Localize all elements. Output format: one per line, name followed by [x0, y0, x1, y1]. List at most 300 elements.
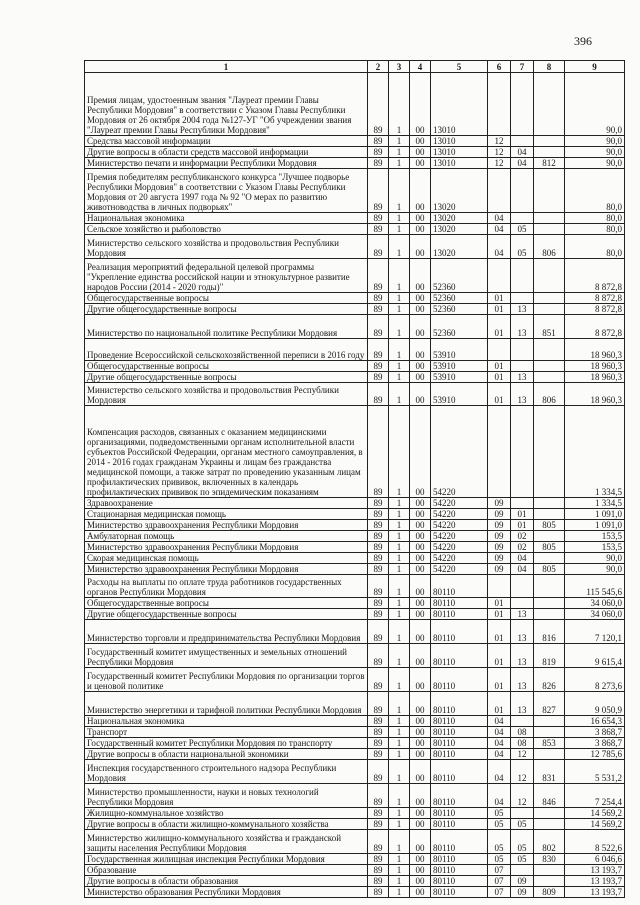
table-row — [85, 372, 625, 383]
col4-cell: 00 — [410, 865, 431, 876]
table-row — [85, 854, 625, 865]
col6-cell: 01 — [488, 598, 511, 609]
col2-cell: 89 — [368, 147, 389, 158]
col4-cell: 00 — [410, 498, 431, 509]
col3-cell: 1 — [389, 509, 410, 520]
col5-cell: 54220 — [431, 531, 488, 542]
col8-cell — [534, 73, 565, 136]
col7-cell: 13 — [511, 372, 534, 383]
col8-cell — [534, 293, 565, 304]
col5-cell: 52360 — [431, 293, 488, 304]
col3-cell: 1 — [389, 749, 410, 760]
col4-cell: 00 — [410, 361, 431, 372]
col5-cell: 54220 — [431, 564, 488, 575]
table-row — [85, 784, 625, 808]
col4-cell: 00 — [410, 169, 431, 213]
col2-cell: 89 — [368, 738, 389, 749]
row-name-cell: Министерство энергетики и тарифной политики Республики Мордовия — [85, 692, 368, 716]
col8-cell — [534, 598, 565, 609]
table-row — [85, 598, 625, 609]
col7-cell: 09 — [511, 887, 534, 898]
col3-cell: 1 — [389, 361, 410, 372]
table-row — [85, 361, 625, 372]
column-header: 5 — [431, 61, 488, 73]
col6-cell: 04 — [488, 235, 511, 259]
col2-cell: 89 — [368, 598, 389, 609]
amount-cell: 7 120,1 — [565, 620, 625, 644]
col6-cell: 07 — [488, 865, 511, 876]
col8-cell: 805 — [534, 564, 565, 575]
col2-cell: 89 — [368, 235, 389, 259]
col5-cell: 52360 — [431, 259, 488, 293]
col6-cell: 12 — [488, 136, 511, 147]
col4-cell: 00 — [410, 784, 431, 808]
col8-cell — [534, 876, 565, 887]
col8-cell: 816 — [534, 620, 565, 644]
col6-cell: 04 — [488, 224, 511, 235]
col4-cell: 00 — [410, 339, 431, 361]
column-header: 2 — [368, 61, 389, 73]
col8-cell: 806 — [534, 383, 565, 406]
row-name-cell: Государственный комитет имущественных и земельных отношений Республики Мордовия — [85, 644, 368, 668]
col3-cell: 1 — [389, 304, 410, 315]
table-row — [85, 531, 625, 542]
amount-cell: 3 868,7 — [565, 738, 625, 749]
col8-cell — [534, 372, 565, 383]
col2-cell: 89 — [368, 293, 389, 304]
col8-cell — [534, 136, 565, 147]
amount-cell: 115 545,6 — [565, 575, 625, 598]
col4-cell: 00 — [410, 876, 431, 887]
col3-cell: 1 — [389, 339, 410, 361]
col8-cell — [534, 361, 565, 372]
col7-cell — [511, 598, 534, 609]
col4-cell: 00 — [410, 406, 431, 498]
col3-cell: 1 — [389, 575, 410, 598]
col8-cell — [534, 531, 565, 542]
amount-cell: 80,0 — [565, 213, 625, 224]
table-row — [85, 819, 625, 830]
col2-cell: 89 — [368, 865, 389, 876]
row-name-cell: Скорая медицинская помощь — [85, 553, 368, 564]
col5-cell: 52360 — [431, 315, 488, 339]
col7-cell — [511, 575, 534, 598]
col6-cell: 12 — [488, 158, 511, 169]
col4-cell: 00 — [410, 887, 431, 898]
col6-cell: 05 — [488, 830, 511, 854]
col2-cell: 89 — [368, 542, 389, 553]
col2-cell: 89 — [368, 372, 389, 383]
col7-cell: 08 — [511, 727, 534, 738]
amount-cell: 1 334,5 — [565, 498, 625, 509]
amount-cell: 13 193,7 — [565, 887, 625, 898]
amount-cell: 90,0 — [565, 147, 625, 158]
row-name-cell: Стационарная медицинская помощь — [85, 509, 368, 520]
col4-cell: 00 — [410, 158, 431, 169]
col2-cell: 89 — [368, 784, 389, 808]
col4-cell: 00 — [410, 692, 431, 716]
col8-cell — [534, 406, 565, 498]
col6-cell: 09 — [488, 542, 511, 553]
col4-cell: 00 — [410, 553, 431, 564]
table-row — [85, 498, 625, 509]
col4-cell: 00 — [410, 304, 431, 315]
col3-cell: 1 — [389, 315, 410, 339]
amount-cell: 153,5 — [565, 531, 625, 542]
amount-cell: 34 060,0 — [565, 598, 625, 609]
budget-table — [84, 60, 625, 898]
col7-cell: 12 — [511, 760, 534, 784]
col8-cell — [534, 575, 565, 598]
col4-cell: 00 — [410, 259, 431, 293]
table-row — [85, 727, 625, 738]
col3-cell: 1 — [389, 520, 410, 531]
row-name-cell: Образование — [85, 865, 368, 876]
col7-cell — [511, 498, 534, 509]
col3-cell: 1 — [389, 542, 410, 553]
col5-cell: 13020 — [431, 235, 488, 259]
col3-cell: 1 — [389, 213, 410, 224]
col6-cell: 01 — [488, 692, 511, 716]
col5-cell: 13020 — [431, 169, 488, 213]
table-row — [85, 73, 625, 136]
table-row — [85, 304, 625, 315]
col4-cell: 00 — [410, 830, 431, 854]
amount-cell: 5 531,2 — [565, 760, 625, 784]
row-name-cell: Государственный комитет Республики Мордовия по транспорту — [85, 738, 368, 749]
col2-cell: 89 — [368, 224, 389, 235]
col8-cell — [534, 553, 565, 564]
col5-cell: 80110 — [431, 620, 488, 644]
table-row — [85, 716, 625, 727]
col7-cell: 09 — [511, 876, 534, 887]
col8-cell: 802 — [534, 830, 565, 854]
col6-cell: 01 — [488, 293, 511, 304]
col7-cell: 04 — [511, 564, 534, 575]
row-name-cell: Другие общегосударственные вопросы — [85, 304, 368, 315]
col5-cell: 54220 — [431, 553, 488, 564]
col3-cell: 1 — [389, 865, 410, 876]
col2-cell: 89 — [368, 564, 389, 575]
table-row — [85, 339, 625, 361]
amount-cell: 8 872,8 — [565, 304, 625, 315]
col4-cell: 00 — [410, 668, 431, 692]
col7-cell: 12 — [511, 784, 534, 808]
amount-cell: 90,0 — [565, 73, 625, 136]
col3-cell: 1 — [389, 808, 410, 819]
col2-cell: 89 — [368, 553, 389, 564]
column-header: 9 — [565, 61, 625, 73]
row-name-cell: Премия победителям республиканского конкурса "Лучшее подворье Республики Мордовия" в соответствии с Указом Главы Республики Мордовия от 20 августа 1997 года № 92 "О мерах по развитию животноводства в личных подворьях" — [85, 169, 368, 213]
col3-cell: 1 — [389, 147, 410, 158]
col5-cell: 80110 — [431, 819, 488, 830]
col6-cell: 09 — [488, 564, 511, 575]
amount-cell: 8 872,8 — [565, 315, 625, 339]
row-name-cell: Общегосударственные вопросы — [85, 598, 368, 609]
amount-cell: 14 569,2 — [565, 808, 625, 819]
col4-cell: 00 — [410, 315, 431, 339]
col4-cell: 00 — [410, 854, 431, 865]
table-row — [85, 553, 625, 564]
col8-cell: 809 — [534, 887, 565, 898]
col6-cell: 05 — [488, 854, 511, 865]
col5-cell: 53910 — [431, 383, 488, 406]
col8-cell: 827 — [534, 692, 565, 716]
amount-cell: 80,0 — [565, 169, 625, 213]
col5-cell: 13020 — [431, 224, 488, 235]
col7-cell: 04 — [511, 147, 534, 158]
col7-cell: 04 — [511, 553, 534, 564]
col5-cell: 80110 — [431, 760, 488, 784]
col8-cell — [534, 498, 565, 509]
col2-cell: 89 — [368, 620, 389, 644]
table-row — [85, 575, 625, 598]
amount-cell: 80,0 — [565, 224, 625, 235]
amount-cell: 16 654,3 — [565, 716, 625, 727]
col3-cell: 1 — [389, 564, 410, 575]
col2-cell: 89 — [368, 213, 389, 224]
col7-cell: 13 — [511, 668, 534, 692]
amount-cell: 12 785,6 — [565, 749, 625, 760]
col4-cell: 00 — [410, 73, 431, 136]
row-name-cell: Другие вопросы в области образования — [85, 876, 368, 887]
col3-cell: 1 — [389, 727, 410, 738]
amount-cell: 14 569,2 — [565, 819, 625, 830]
col6-cell: 04 — [488, 760, 511, 784]
amount-cell: 1 334,5 — [565, 406, 625, 498]
col8-cell — [534, 147, 565, 158]
col7-cell: 05 — [511, 854, 534, 865]
col8-cell — [534, 727, 565, 738]
col2-cell: 89 — [368, 315, 389, 339]
col5-cell: 80110 — [431, 644, 488, 668]
col3-cell: 1 — [389, 784, 410, 808]
col5-cell: 54220 — [431, 498, 488, 509]
col6-cell: 07 — [488, 887, 511, 898]
col3-cell: 1 — [389, 406, 410, 498]
row-name-cell: Другие вопросы в области национальной экономики — [85, 749, 368, 760]
amount-cell: 90,0 — [565, 564, 625, 575]
col6-cell — [488, 339, 511, 361]
row-name-cell: Сельское хозяйство и рыболовство — [85, 224, 368, 235]
table-row — [85, 406, 625, 498]
col2-cell: 89 — [368, 749, 389, 760]
table-row — [85, 136, 625, 147]
col7-cell: 02 — [511, 542, 534, 553]
col5-cell: 54220 — [431, 509, 488, 520]
row-name-cell: Министерство по национальной политике Республики Мордовия — [85, 315, 368, 339]
col6-cell: 04 — [488, 749, 511, 760]
table-row — [85, 876, 625, 887]
col2-cell: 89 — [368, 887, 389, 898]
col6-cell — [488, 169, 511, 213]
col4-cell: 00 — [410, 372, 431, 383]
col8-cell: 853 — [534, 738, 565, 749]
col4-cell: 00 — [410, 620, 431, 644]
col3-cell: 1 — [389, 887, 410, 898]
col3-cell: 1 — [389, 372, 410, 383]
col8-cell — [534, 304, 565, 315]
col4-cell: 00 — [410, 213, 431, 224]
col8-cell: 805 — [534, 520, 565, 531]
col6-cell — [488, 406, 511, 498]
table-row — [85, 760, 625, 784]
row-name-cell: Общегосударственные вопросы — [85, 361, 368, 372]
col2-cell: 89 — [368, 575, 389, 598]
col6-cell: 12 — [488, 147, 511, 158]
col7-cell: 05 — [511, 235, 534, 259]
table-row — [85, 808, 625, 819]
row-name-cell: Министерство печати и информации Республики Мордовия — [85, 158, 368, 169]
col3-cell: 1 — [389, 738, 410, 749]
row-name-cell: Министерство здравоохранения Республики Мордовия — [85, 564, 368, 575]
col4-cell: 00 — [410, 644, 431, 668]
col4-cell: 00 — [410, 749, 431, 760]
col5-cell: 13010 — [431, 158, 488, 169]
col7-cell — [511, 259, 534, 293]
col7-cell — [511, 339, 534, 361]
col3-cell: 1 — [389, 293, 410, 304]
col4-cell: 00 — [410, 235, 431, 259]
col5-cell: 80110 — [431, 865, 488, 876]
table-row — [85, 668, 625, 692]
col4-cell: 00 — [410, 520, 431, 531]
col2-cell: 89 — [368, 609, 389, 620]
col4-cell: 00 — [410, 760, 431, 784]
col4-cell: 00 — [410, 531, 431, 542]
col6-cell: 01 — [488, 304, 511, 315]
col7-cell: 12 — [511, 749, 534, 760]
col6-cell: 09 — [488, 498, 511, 509]
amount-cell: 18 960,3 — [565, 361, 625, 372]
row-name-cell: Национальная экономика — [85, 716, 368, 727]
row-name-cell: Реализация мероприятий федеральной целевой программы "Укрепление единства российской нации и этнокультурное развитие народов России (2014 - 2020 годы)" — [85, 259, 368, 293]
col8-cell: 826 — [534, 668, 565, 692]
col7-cell — [511, 293, 534, 304]
col5-cell: 13010 — [431, 73, 488, 136]
col6-cell: 05 — [488, 808, 511, 819]
col3-cell: 1 — [389, 136, 410, 147]
col3-cell: 1 — [389, 854, 410, 865]
col3-cell: 1 — [389, 620, 410, 644]
col7-cell: 05 — [511, 830, 534, 854]
col6-cell: 04 — [488, 213, 511, 224]
col7-cell: 13 — [511, 644, 534, 668]
col8-cell — [534, 339, 565, 361]
row-name-cell: Министерство промышленности, науки и новых технологий Республики Мордовия — [85, 784, 368, 808]
col8-cell — [534, 224, 565, 235]
col7-cell — [511, 136, 534, 147]
table-row — [85, 520, 625, 531]
row-name-cell: Транспорт — [85, 727, 368, 738]
row-name-cell: Общегосударственные вопросы — [85, 293, 368, 304]
column-header: 3 — [389, 61, 410, 73]
col8-cell: 806 — [534, 235, 565, 259]
col8-cell — [534, 213, 565, 224]
col2-cell: 89 — [368, 259, 389, 293]
table-row — [85, 564, 625, 575]
row-name-cell: Министерство сельского хозяйства и продовольствия Республики Мордовия — [85, 235, 368, 259]
col2-cell: 89 — [368, 406, 389, 498]
row-name-cell: Министерство здравоохранения Республики Мордовия — [85, 520, 368, 531]
col4-cell: 00 — [410, 598, 431, 609]
amount-cell: 90,0 — [565, 553, 625, 564]
row-name-cell: Расходы на выплаты по оплате труда работников государственных органов Республики Мордовия — [85, 575, 368, 598]
col5-cell: 80110 — [431, 830, 488, 854]
col7-cell — [511, 213, 534, 224]
row-name-cell: Национальная экономика — [85, 213, 368, 224]
table-row — [85, 887, 625, 898]
column-header: 8 — [534, 61, 565, 73]
table-row — [85, 158, 625, 169]
col8-cell — [534, 819, 565, 830]
amount-cell: 7 254,4 — [565, 784, 625, 808]
row-name-cell: Компенсация расходов, связанных с оказанием медицинскими организациями, подведомственными органам исполнительной власти субъектов Российской Федерации, органам местного самоуправления, в 2014 - 2016 годах гражданам Украины и лицам без гражданства медицинской помощи, а также затрат по проведению указанным лицам профилактических прививок, включенных в календарь профилактических прививок по эпидемическим показаниям — [85, 406, 368, 498]
col7-cell — [511, 716, 534, 727]
col5-cell: 52360 — [431, 304, 488, 315]
col8-cell — [534, 169, 565, 213]
page-number: 396 — [574, 34, 592, 48]
col3-cell: 1 — [389, 668, 410, 692]
col6-cell: 04 — [488, 727, 511, 738]
col4-cell: 00 — [410, 383, 431, 406]
col6-cell: 09 — [488, 553, 511, 564]
col2-cell: 89 — [368, 361, 389, 372]
col2-cell: 89 — [368, 716, 389, 727]
row-name-cell: Государственная жилищная инспекция Республики Мордовия — [85, 854, 368, 865]
col4-cell: 00 — [410, 509, 431, 520]
col4-cell: 00 — [410, 224, 431, 235]
col6-cell: 09 — [488, 531, 511, 542]
amount-cell: 3 868,7 — [565, 727, 625, 738]
row-name-cell: Министерство здравоохранения Республики Мордовия — [85, 542, 368, 553]
col5-cell: 13010 — [431, 147, 488, 158]
col2-cell: 89 — [368, 854, 389, 865]
table-row — [85, 542, 625, 553]
col7-cell: 01 — [511, 520, 534, 531]
row-name-cell: Другие вопросы в области жилищно-коммунального хозяйства — [85, 819, 368, 830]
col4-cell: 00 — [410, 727, 431, 738]
col6-cell: 01 — [488, 383, 511, 406]
col2-cell: 89 — [368, 339, 389, 361]
row-name-cell: Инспекция государственного строительного надзора Республики Мордовия — [85, 760, 368, 784]
col7-cell — [511, 169, 534, 213]
table-row — [85, 383, 625, 406]
col7-cell — [511, 865, 534, 876]
col5-cell: 80110 — [431, 727, 488, 738]
col4-cell: 00 — [410, 147, 431, 158]
col3-cell: 1 — [389, 598, 410, 609]
amount-cell: 153,5 — [565, 542, 625, 553]
table-row — [85, 644, 625, 668]
col5-cell: 80110 — [431, 716, 488, 727]
col4-cell: 00 — [410, 738, 431, 749]
table-body — [85, 73, 625, 898]
col8-cell — [534, 808, 565, 819]
row-name-cell: Проведение Всероссийской сельскохозяйственной переписи в 2016 году — [85, 339, 368, 361]
col3-cell: 1 — [389, 760, 410, 784]
row-name-cell: Амбулаторная помощь — [85, 531, 368, 542]
row-name-cell: Премия лицам, удостоенным звания "Лауреат премии Главы Республики Мордовия" в соответствии с Указом Главы Республики Мордовия от 26 октября 2004 года №127-УГ "Об учреждении звания "Лауреат премии Главы Республики Мордовия" — [85, 73, 368, 136]
col3-cell: 1 — [389, 259, 410, 293]
col8-cell — [534, 259, 565, 293]
col6-cell: 01 — [488, 644, 511, 668]
col6-cell: 04 — [488, 716, 511, 727]
amount-cell: 90,0 — [565, 158, 625, 169]
col8-cell: 846 — [534, 784, 565, 808]
col8-cell: 831 — [534, 760, 565, 784]
col8-cell — [534, 749, 565, 760]
